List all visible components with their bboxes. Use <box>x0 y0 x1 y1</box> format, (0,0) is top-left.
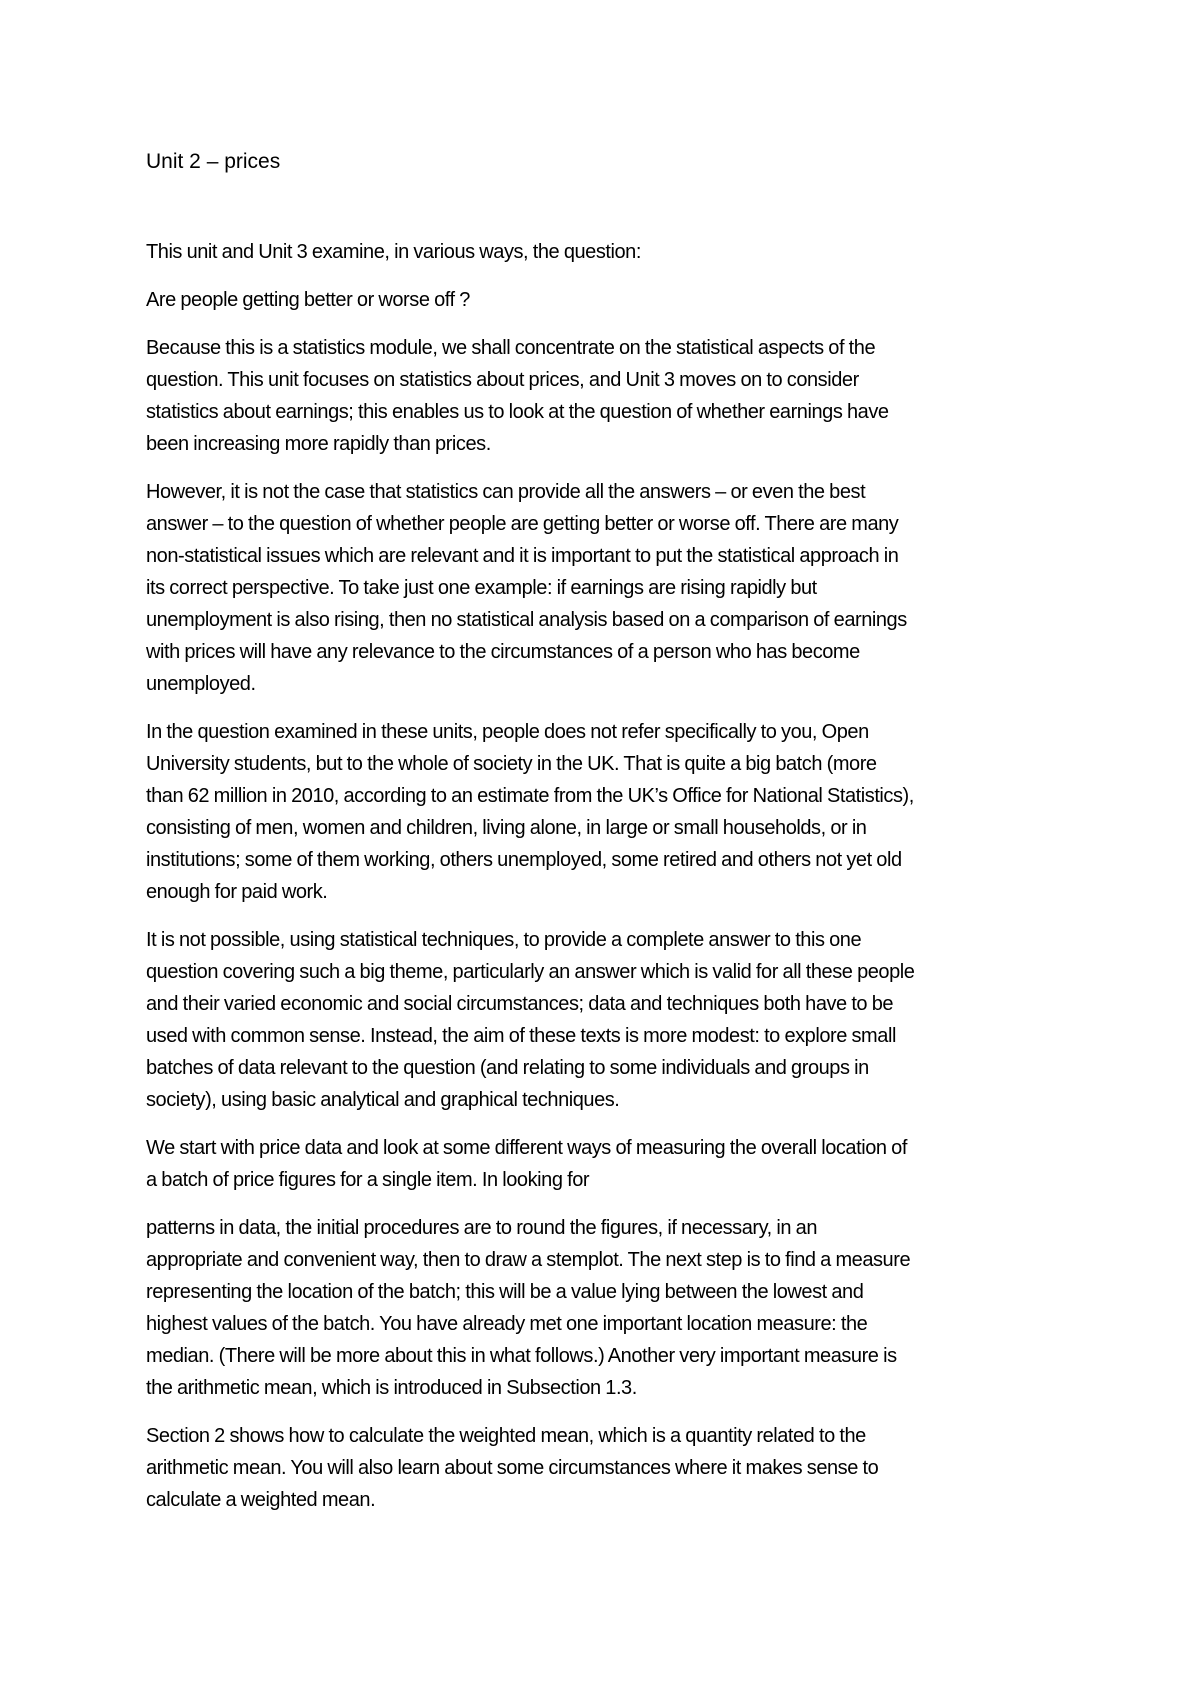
paragraph-line: In the question examined in these units, people does not refer specifically to you, Open <box>146 721 869 743</box>
paragraph-line: Because this is a statistics module, we shall concentrate on the statistical aspects of the <box>146 337 876 359</box>
paragraph-line: consisting of men, women and children, living alone, in large or small households, or in <box>146 817 867 839</box>
paragraph-line: and their varied economic and social circumstances; data and techniques both have to be <box>146 993 894 1015</box>
paragraph-line: median. (There will be more about this in what follows.) Another very important measure is <box>146 1345 897 1367</box>
paragraph-line: its correct perspective. To take just one example: if earnings are rising rapidly but <box>146 577 817 599</box>
paragraph-line: It is not possible, using statistical techniques, to provide a complete answer to this one <box>146 929 862 951</box>
title-spacer <box>146 178 1076 236</box>
paragraph <box>146 476 1076 700</box>
paragraph-line: institutions; some of them working, others unemployed, some retired and others not yet old <box>146 849 902 871</box>
paragraph-line: arithmetic mean. You will also learn about some circumstances where it makes sense to <box>146 1457 879 1479</box>
paragraph <box>146 924 1076 1116</box>
paragraph-line: used with common sense. Instead, the aim of these texts is more modest: to explore small <box>146 1025 896 1047</box>
paragraph-line: highest values of the batch. You have already met one important location measure: the <box>146 1313 868 1335</box>
document-body <box>146 146 1076 1532</box>
paragraph-line: non-statistical issues which are relevant and it is important to put the statistical approach in <box>146 545 899 567</box>
paragraph-line: than 62 million in 2010, according to an estimate from the UK’s Office for National Statistics), <box>146 785 914 807</box>
paragraph-line: enough for paid work. <box>146 881 328 903</box>
paragraph-line: University students, but to the whole of society in the UK. That is quite a big batch (more <box>146 753 877 775</box>
paragraph-line: statistics about earnings; this enables us to look at the question of whether earnings have <box>146 401 889 423</box>
paragraph-line: appropriate and convenient way, then to draw a stemplot. The next step is to find a measure <box>146 1249 911 1271</box>
paragraph-line: patterns in data, the initial procedures are to round the figures, if necessary, in an <box>146 1217 818 1239</box>
paragraph-line: However, it is not the case that statistics can provide all the answers – or even the best <box>146 481 866 503</box>
paragraph-line: been increasing more rapidly than prices. <box>146 433 491 455</box>
paragraph-list <box>146 236 1076 1516</box>
paragraph-line: answer – to the question of whether people are getting better or worse off. There are many <box>146 513 899 535</box>
paragraph <box>146 236 1076 268</box>
paragraph-line: batches of data relevant to the question (and relating to some individuals and groups in <box>146 1057 869 1079</box>
paragraph <box>146 1212 1076 1404</box>
paragraph-line: question covering such a big theme, particularly an answer which is valid for all these people <box>146 961 915 983</box>
paragraph <box>146 332 1076 460</box>
paragraph-line: Section 2 shows how to calculate the weighted mean, which is a quantity related to the <box>146 1425 866 1447</box>
paragraph-line: Are people getting better or worse off ? <box>146 289 470 311</box>
paragraph <box>146 284 1076 316</box>
paragraph-line: a batch of price figures for a single item. In looking for <box>146 1169 590 1191</box>
paragraph-line: unemployed. <box>146 673 256 695</box>
paragraph <box>146 716 1076 908</box>
paragraph <box>146 1420 1076 1516</box>
paragraph-line: society), using basic analytical and graphical techniques. <box>146 1089 620 1111</box>
paragraph-line: This unit and Unit 3 examine, in various ways, the question: <box>146 241 641 263</box>
paragraph-line: representing the location of the batch; this will be a value lying between the lowest and <box>146 1281 864 1303</box>
paragraph-line: question. This unit focuses on statistics about prices, and Unit 3 moves on to consider <box>146 369 859 391</box>
paragraph <box>146 1132 1076 1196</box>
paragraph-line: the arithmetic mean, which is introduced in Subsection 1.3. <box>146 1377 637 1399</box>
paragraph-line: with prices will have any relevance to the circumstances of a person who has become <box>146 641 860 663</box>
paragraph-line: calculate a weighted mean. <box>146 1489 376 1511</box>
paragraph-line: unemployment is also rising, then no statistical analysis based on a comparison of earnings <box>146 609 907 631</box>
paragraph-line: We start with price data and look at some different ways of measuring the overall location of <box>146 1137 907 1159</box>
document-title: Unit 2 – prices <box>146 150 281 173</box>
